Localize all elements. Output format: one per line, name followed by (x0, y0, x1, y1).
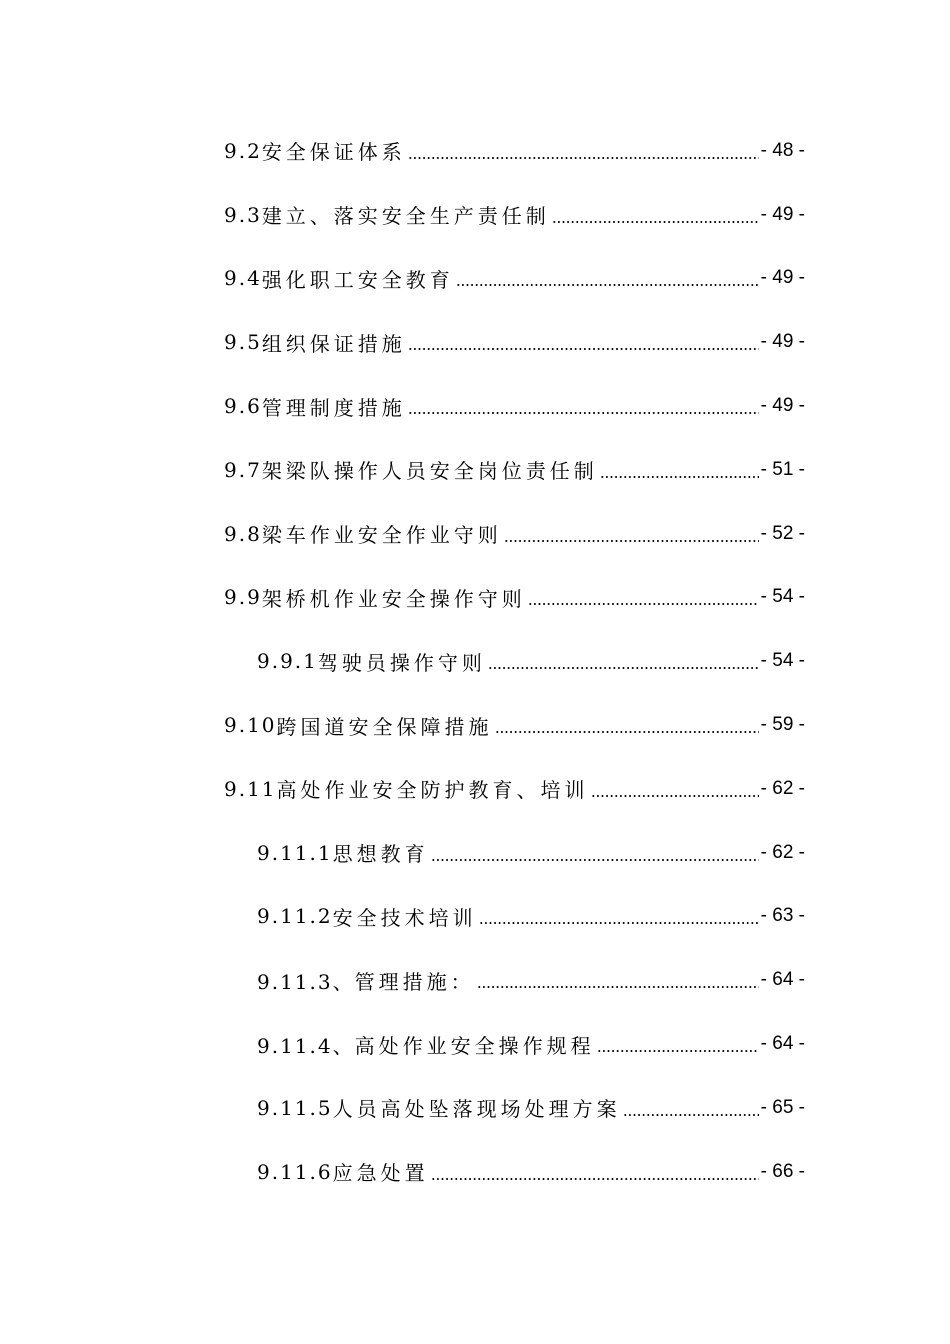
entry-number: 9.11.4、 (257, 1033, 355, 1058)
entry-number: 9.11.3、 (257, 969, 355, 994)
toc-entry[interactable] (0, 1140, 950, 1204)
entry-title: 驾驶员操作守则 (317, 650, 486, 675)
dot-leader (623, 1114, 759, 1116)
table-of-contents (0, 119, 950, 1204)
entry-title: 安全保证体系 (261, 140, 406, 165)
entry-number: 9.5 (224, 330, 262, 355)
entry-number: 9.10 (224, 713, 277, 738)
toc-entry[interactable] (0, 757, 950, 821)
toc-entry[interactable] (0, 948, 950, 1012)
dot-leader (456, 284, 759, 286)
entry-number: 9.9.1 (257, 649, 318, 674)
entry-title: 思想教育 (332, 842, 429, 867)
dot-leader (431, 1178, 759, 1180)
entry-number: 9.9 (224, 585, 262, 610)
entry-title: 组织保证措施 (261, 331, 406, 356)
entry-page-number: - 62 - (760, 777, 805, 799)
entry-page-number: - 59 - (760, 714, 805, 736)
toc-entry[interactable] (0, 119, 950, 183)
entry-number: 9.2 (224, 138, 262, 163)
dot-leader (408, 348, 759, 350)
entry-title: 强化职工安全教育 (261, 267, 454, 292)
dot-leader (504, 540, 759, 542)
entry-page-number: - 49 - (760, 267, 805, 289)
dot-leader (488, 667, 759, 669)
toc-entry[interactable] (0, 566, 950, 630)
entry-page-number: - 52 - (760, 522, 805, 544)
toc-entry[interactable] (0, 693, 950, 757)
dot-leader (408, 157, 759, 159)
entry-page-number: - 49 - (760, 331, 805, 353)
entry-title: 高处作业安全防护教育、培训 (276, 778, 589, 803)
toc-entry[interactable] (0, 310, 950, 374)
entry-page-number: - 62 - (760, 841, 805, 863)
entry-number: 9.7 (224, 457, 262, 482)
toc-entry[interactable] (0, 438, 950, 502)
entry-number: 9.11.6 (257, 1159, 333, 1184)
dot-leader (600, 476, 759, 478)
dot-leader (597, 1050, 759, 1052)
entry-title: 人员高处坠落现场处理方案 (332, 1097, 621, 1122)
entry-page-number: - 63 - (760, 905, 805, 927)
entry-page-number: - 51 - (760, 458, 805, 480)
toc-entry[interactable] (0, 629, 950, 693)
dot-leader (591, 795, 759, 797)
entry-page-number: - 49 - (760, 395, 805, 417)
toc-entry[interactable] (0, 247, 950, 311)
entry-title: 跨国道安全保障措施 (276, 714, 493, 739)
toc-entry[interactable] (0, 1012, 950, 1076)
entry-page-number: - 54 - (760, 586, 805, 608)
dot-leader (495, 731, 759, 733)
entry-page-number: - 64 - (760, 969, 805, 991)
entry-title: 高处作业安全操作规程 (354, 1033, 595, 1058)
entry-page-number: - 48 - (760, 139, 805, 161)
entry-number: 9.11.1 (257, 840, 333, 865)
entry-number: 9.8 (224, 521, 262, 546)
dot-leader (408, 412, 759, 414)
entry-page-number: - 49 - (760, 203, 805, 225)
dot-leader (431, 859, 759, 861)
entry-number: 9.3 (224, 202, 262, 227)
entry-title: 建立、落实安全生产责任制 (261, 204, 550, 229)
entry-number: 9.11 (224, 776, 277, 801)
entry-title: 应急处置 (332, 1161, 429, 1186)
entry-number: 9.11.5 (257, 1095, 333, 1120)
dot-leader (552, 221, 759, 223)
entry-page-number: - 64 - (760, 1033, 805, 1055)
entry-number: 9.4 (224, 266, 262, 291)
entry-number: 9.6 (224, 394, 262, 419)
entry-title: 架梁队操作人员安全岗位责任制 (261, 459, 598, 484)
entry-page-number: - 65 - (760, 1096, 805, 1118)
entry-page-number: - 66 - (760, 1160, 805, 1182)
entry-title: 梁车作业安全作业守则 (261, 523, 502, 548)
toc-entry[interactable] (0, 1076, 950, 1140)
toc-entry[interactable] (0, 885, 950, 949)
entry-title: 安全技术培训 (332, 905, 477, 930)
entry-title: 架桥机作业安全操作守则 (261, 586, 526, 611)
entry-title: 管理制度措施 (261, 395, 406, 420)
entry-page-number: - 54 - (760, 650, 805, 672)
entry-number: 9.11.2 (257, 904, 333, 929)
entry-title: 管理措施： (354, 969, 475, 994)
dot-leader (528, 603, 759, 605)
toc-entry[interactable] (0, 374, 950, 438)
toc-entry[interactable] (0, 183, 950, 247)
toc-entry[interactable] (0, 821, 950, 885)
dot-leader (477, 986, 759, 988)
toc-entry[interactable] (0, 502, 950, 566)
dot-leader (479, 922, 759, 924)
